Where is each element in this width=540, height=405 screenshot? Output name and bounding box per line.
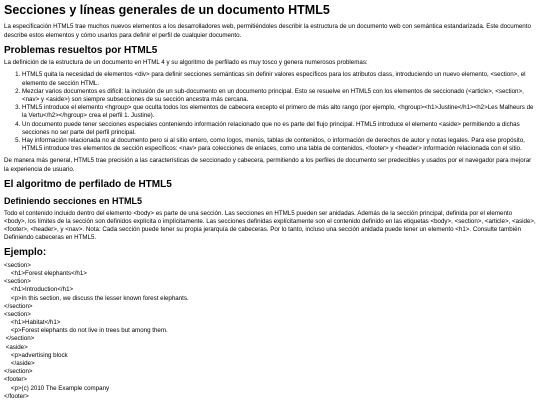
list-item: 4. Un documento puede tener secciones especiales conteniendo información relacionado que no es parte del flujo principal. HTML5 introduce el elemento <aside> permitiendo a dichas secciones no ser parte del perfil principal. xyxy=(22,121,536,137)
page-title: Secciones y líneas generales de un documento HTML5 xyxy=(4,3,330,17)
sections-paragraph: Todo el contenido incluido dentro del elemento <body> es parte de una sección. Las secciones en HTML5 pueden ser anidadas. Además de la sección principal, definida por el elemento <body>, los límites de la sección son definidos explícita o implícitamente. Las secciones definidas explícitamente son el contenido definido en las etiquetas <body>, <section>, <article>, <aside>, <footer>, <header>, y <nav>. Nota: Cada sección puede tener su propia jerarquía de cabeceras. Por lo tanto, incluso una sección anidada puede tener un elemento <h1>. Consulte también Definiendo cabeceras en HTML5. xyxy=(4,209,536,242)
problems-summary: De manera más general, HTML5 trae precisión a las características de seccionado y cabecera, permitiendo a los perfiles de documento ser predecibles y usados por el navegador para mejorar la experiencia de usuario. xyxy=(4,157,532,173)
sections-subheading: Definiendo secciones en HTML5 xyxy=(4,196,143,207)
example-heading: Ejemplo: xyxy=(4,247,47,259)
list-item: 3. HTML5 introduce el elemento <hgroup> que oculta todos los elementos de cabecera excepto el primero de más alto rango (por ejemplo, <hgroup><h1>Justine</h1><h2>Les Malheurs de la Vertu</h2></hgroup> crea el perfil 1. Justine). xyxy=(22,104,536,120)
example-code-block: <section> <h1>Forest elephants</h1> <section> <h1>Introduction</h1> <p>In this section, we discuss the lesser known forest elephants. </section> <section> <h1>Habitat</h1> <p>Forest elephants do not live in trees but among them. </section> <aside> <p>advertising block </aside> </section> <footer> <p>(c) 2010 The Example company </footer> xyxy=(4,261,189,400)
list-item: 5. Hay información relacionada no al documento pero si al sitio entero, como logos, menús, tablas de contenidos, o información de derechos de autor y notas legales. Para ese propósito, HTML5 introduce tres elementos de sección específicos: <nav> para colecciones de enlaces, como una tabla de contenidos, <footer> y <header> información relacionada con el sitio. xyxy=(22,137,536,153)
problems-list xyxy=(4,71,536,153)
list-item: 2. Mezclar varios documentos es difícil: la inclusión de un sub-documento en un documento principal. Esto se resuelve en HTML5 con los elementos de seccionado (<article>, <section>, <nav> y <aside>) son siempre subsecciones de su sección ancestra más cercana. xyxy=(22,88,536,104)
problems-heading: Problemas resueltos por HTML5 xyxy=(4,44,158,56)
intro-paragraph: La especificación HTML5 trae muchos nuevos elementos a los desarrolladores web, permitiéndoles describir la estructura de un documento web con semántica estandarizada. Este documento describe estos elementos y cómo usarlos para definir el perfil de cualquier documento. xyxy=(4,23,531,39)
list-item: 1. HTML5 quita la necesidad de elementos <div> para definir secciones semánticas sin definir valores específicos para los atributos class, introduciendo un nuevo elemento, <section>, el elemento de sección HTML. xyxy=(22,71,536,87)
algorithm-heading: El algoritmo de perfilado de HTML5 xyxy=(4,178,172,190)
problems-lead: La definición de la estructura de un documento en HTML 4 y su algoritmo de perfilado es muy tosco y genera numerosos problemas: xyxy=(4,59,368,67)
